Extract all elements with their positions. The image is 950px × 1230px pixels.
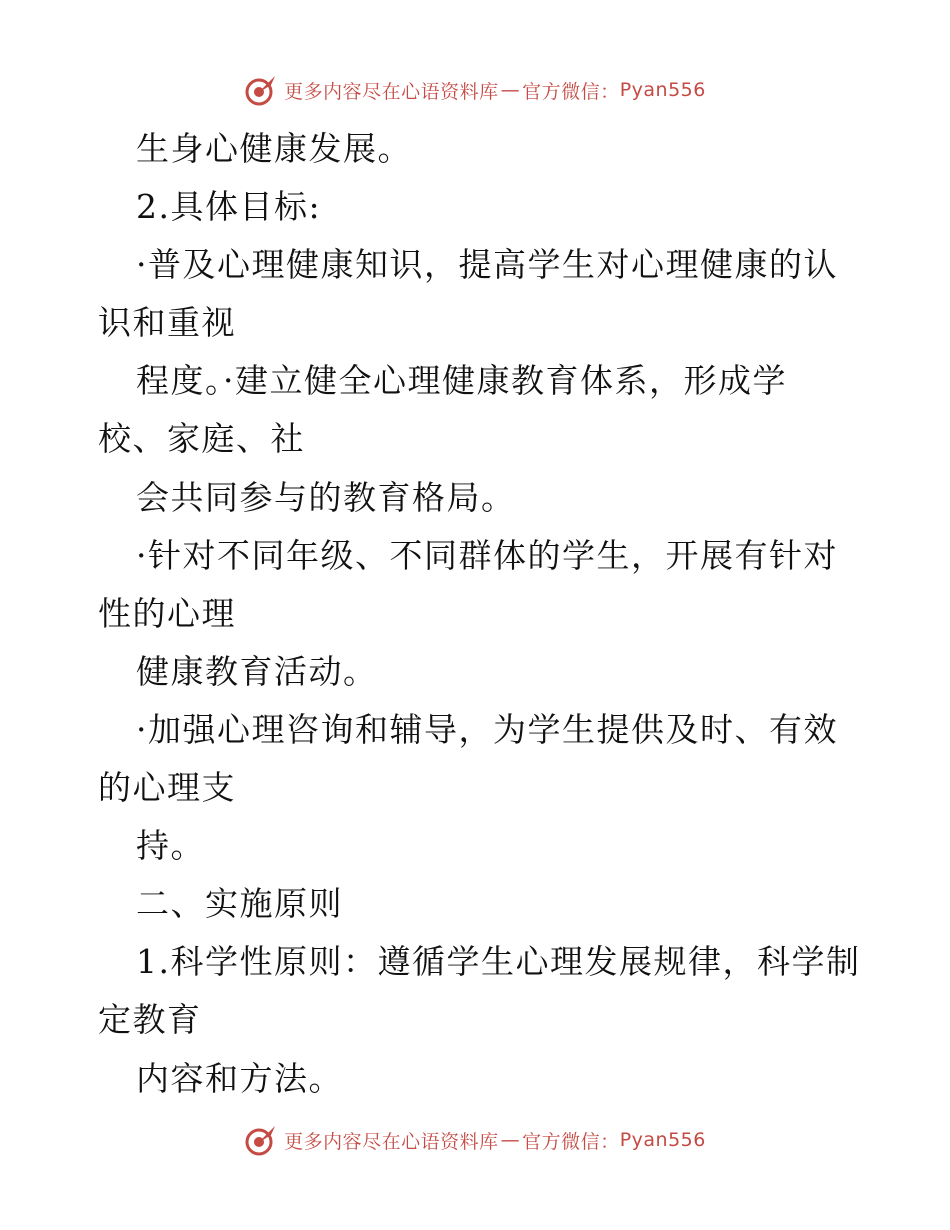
text-line: 2.具体目标: bbox=[136, 187, 322, 227]
footer-watermark bbox=[0, 1120, 950, 1160]
text-line: 性的心理 bbox=[98, 593, 236, 633]
header-site-text: 更多内容尽在心语资料库 bbox=[284, 80, 499, 103]
text-line: 持。 bbox=[136, 826, 205, 866]
text-line: 健康教育活动。 bbox=[136, 651, 378, 691]
header-watermark bbox=[0, 70, 950, 110]
text-line: 会共同参与的教育格局。 bbox=[136, 477, 516, 517]
text-line: 的心理支 bbox=[98, 768, 236, 808]
header-wechat-id: Pyan556 bbox=[619, 79, 706, 101]
text-line: 内容和方法。 bbox=[136, 1058, 343, 1098]
text-line: ·普及心理健康知识，提高学生对心理健康的认 bbox=[136, 245, 838, 285]
footer-site-text: 更多内容尽在心语资料库 bbox=[284, 1130, 499, 1153]
header-separator: — bbox=[500, 79, 521, 101]
text-line: 定教育 bbox=[98, 1000, 202, 1040]
text-line: 1.科学性原则：遵循学生心理发展规律，科学制 bbox=[136, 942, 861, 982]
text-line: 程度。·建立健全心理健康教育体系，形成学 bbox=[136, 361, 787, 401]
text-line: 生身心健康发展。 bbox=[136, 129, 412, 168]
text-line: 识和重视 bbox=[98, 303, 236, 343]
text-line: ·针对不同年级、不同群体的学生，开展有针对 bbox=[136, 535, 838, 575]
text-line: 校、家庭、社 bbox=[98, 419, 305, 459]
footer-separator: — bbox=[500, 1129, 521, 1151]
text-line: ·加强心理咨询和辅导，为学生提供及时、有效 bbox=[136, 709, 838, 749]
document-body bbox=[98, 120, 861, 1108]
header-wechat-label: 官方微信： bbox=[522, 80, 620, 103]
quill-logo-icon bbox=[244, 73, 278, 107]
footer-wechat-label: 官方微信： bbox=[522, 1130, 620, 1153]
quill-logo-icon bbox=[244, 1123, 278, 1157]
section-heading: 二、实施原则 bbox=[136, 884, 343, 924]
footer-wechat-id: Pyan556 bbox=[619, 1129, 706, 1151]
